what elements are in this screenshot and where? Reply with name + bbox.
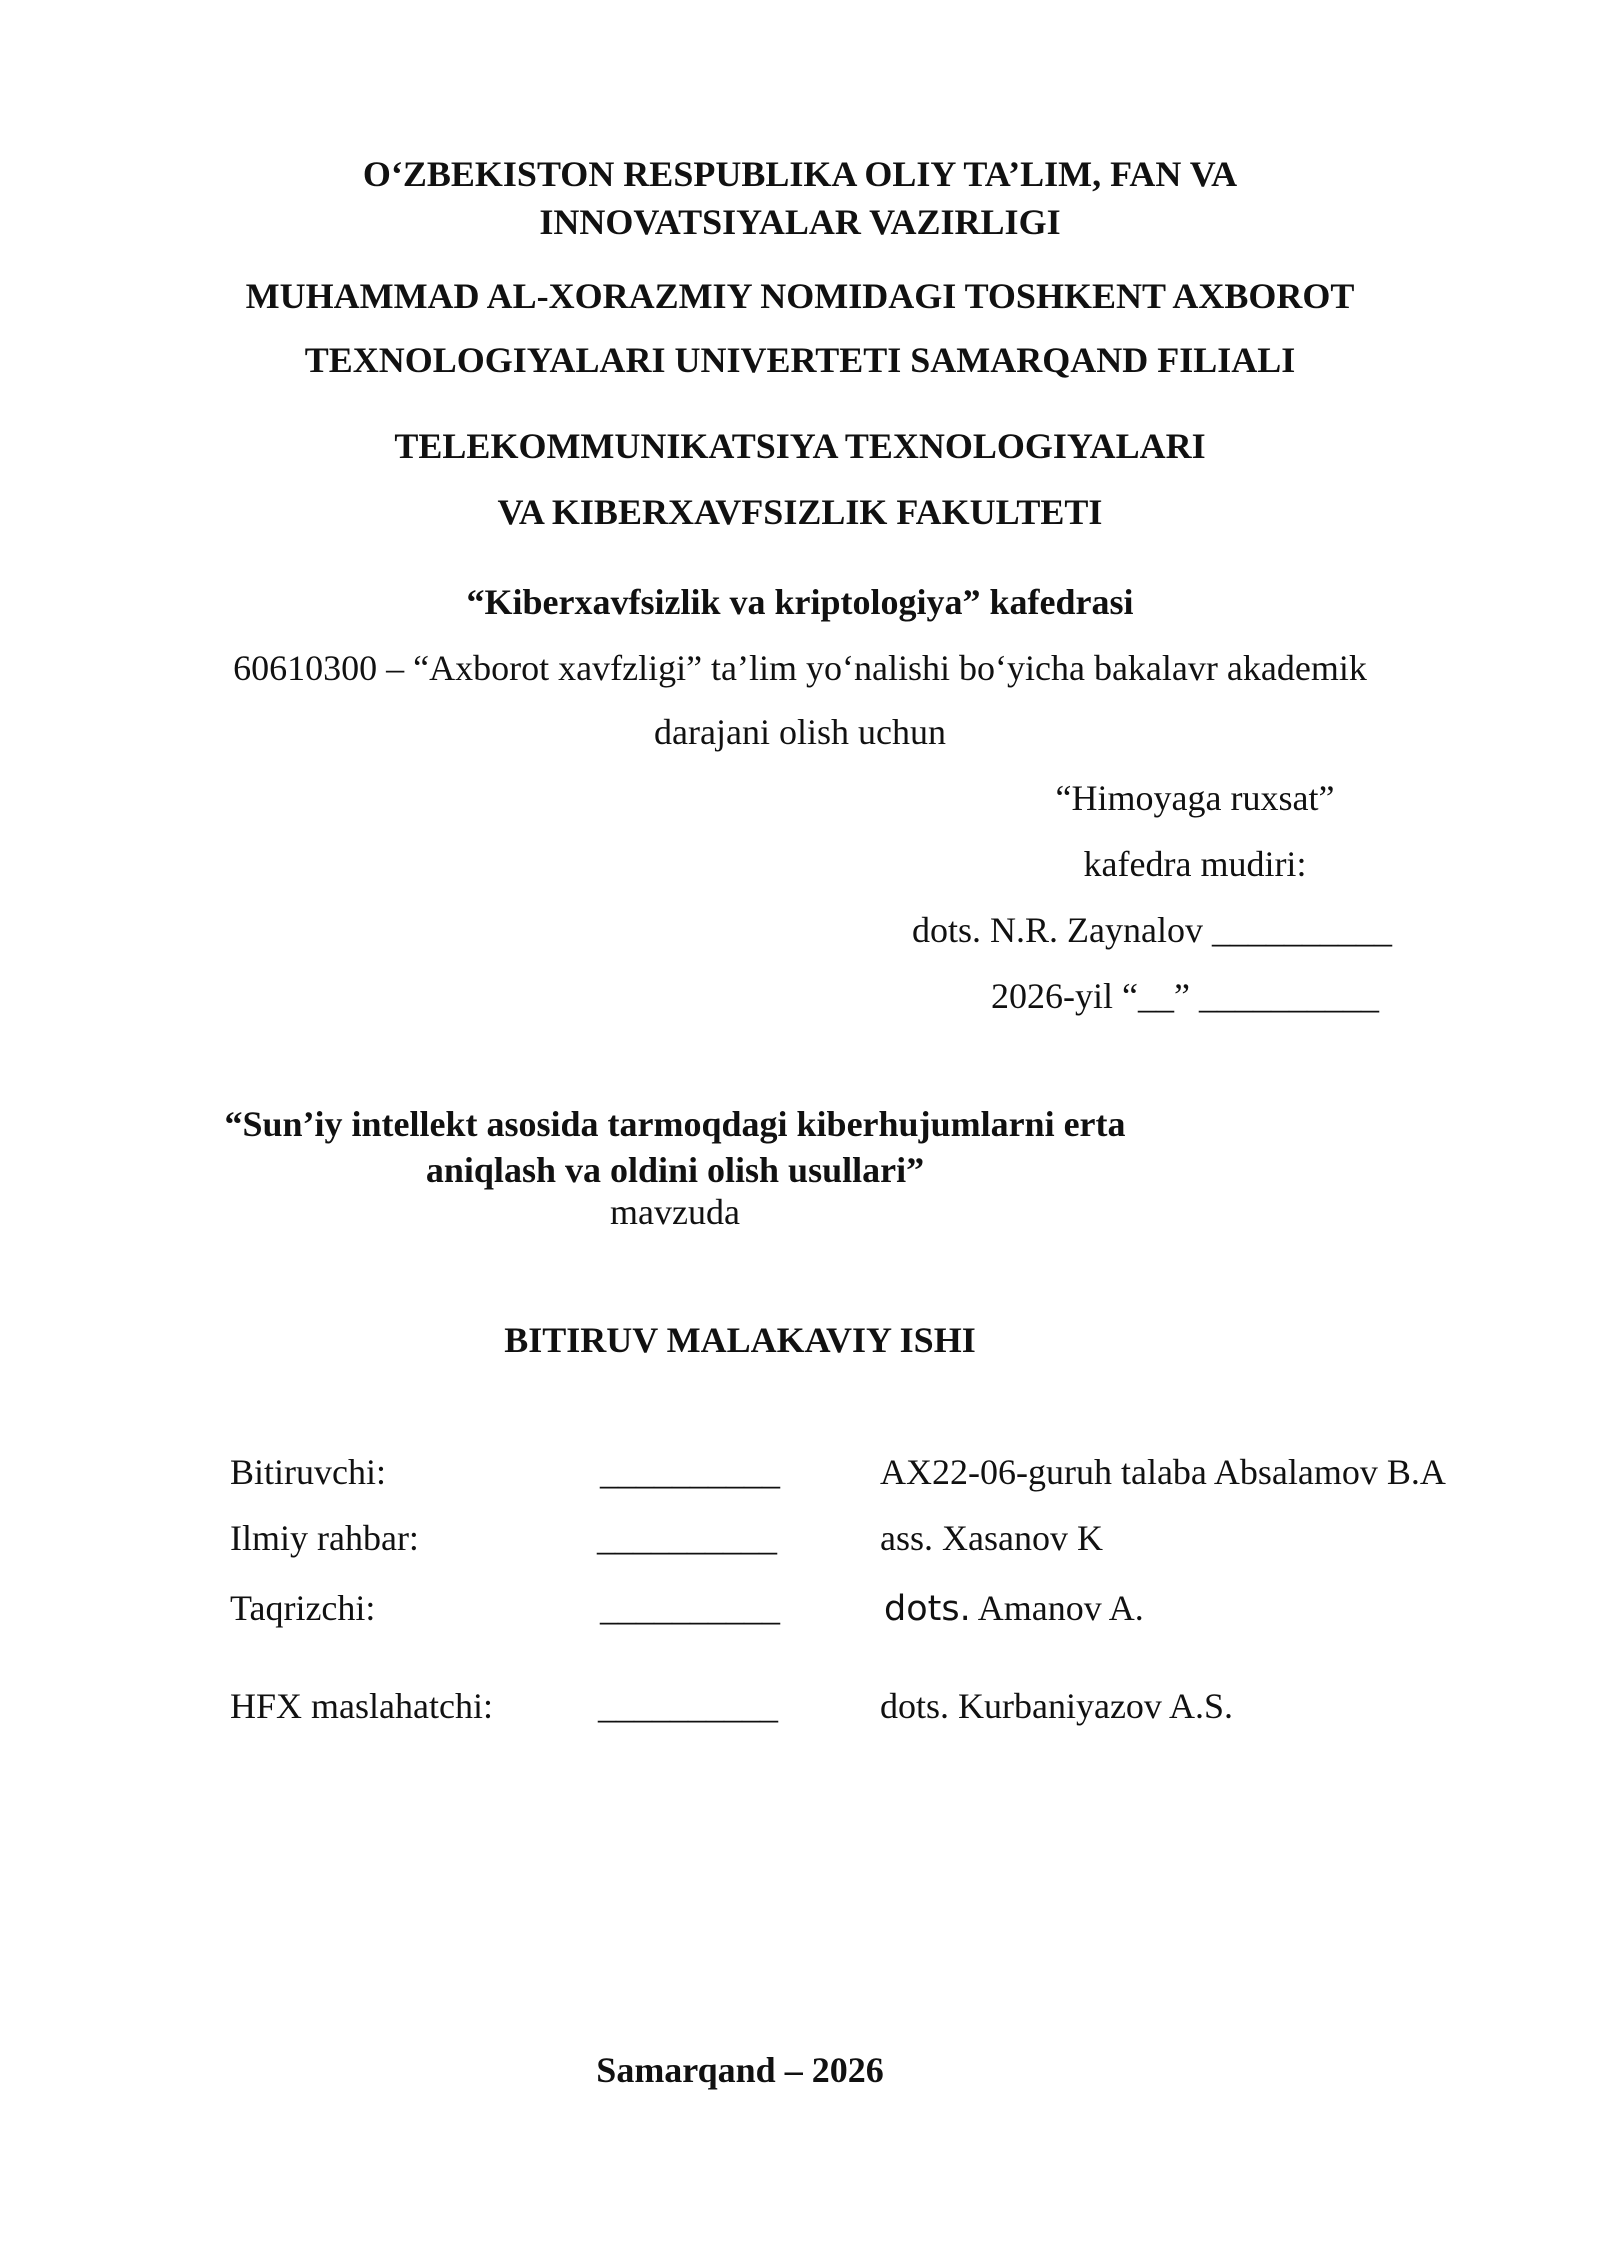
ministry-line-1: O‘ZBEKISTON RESPUBLIKA OLIY TA’LIM, FAN VA bbox=[362, 154, 1238, 194]
degree-line-1: 60610300 – “Axborot xavfzligi” ta’lim yo‘nalishi bo‘yicha bakalavr akademik bbox=[233, 648, 1367, 688]
approval-date: 2026-yil “__” __________ bbox=[991, 976, 1379, 1016]
work-type-title: BITIRUV MALAKAVIY ISHI bbox=[504, 1320, 976, 1360]
ministry-line-2: INNOVATSIYALAR VAZIRLIGI bbox=[539, 202, 1061, 242]
approval-role: kafedra mudiri: bbox=[1083, 844, 1307, 884]
thesis-topic-suffix: mavzuda bbox=[610, 1192, 740, 1232]
signature-blank: __________ bbox=[600, 1452, 780, 1492]
signature-row-supervisor bbox=[0, 1516, 1600, 1564]
signature-blank: __________ bbox=[597, 1518, 777, 1558]
signature-name: ass. Xasanov K bbox=[880, 1518, 1103, 1558]
signature-row-consultant bbox=[0, 1684, 1600, 1732]
signature-row-graduate bbox=[0, 1450, 1600, 1498]
university-line-2: TEXNOLOGIYALARI UNIVERTETI SAMARQAND FILIALI bbox=[304, 340, 1296, 380]
footer-place-year: Samarqand – 2026 bbox=[596, 2050, 884, 2090]
university-line-1: MUHAMMAD AL-XORAZMIY NOMIDAGI TOSHKENT AXBOROT bbox=[245, 276, 1355, 316]
signature-name-group bbox=[884, 1586, 1144, 1631]
signature-row-reviewer bbox=[0, 1586, 1600, 1634]
faculty-line-2: VA KIBERXAVFSIZLIK FAKULTETI bbox=[497, 492, 1103, 532]
signature-blank: __________ bbox=[598, 1686, 778, 1726]
signature-label: HFX maslahatchi: bbox=[230, 1686, 493, 1726]
signature-blank: __________ bbox=[600, 1588, 780, 1628]
thesis-topic-line-2: aniqlash va oldini olish usullari” bbox=[425, 1150, 925, 1190]
signature-name: dots. Kurbaniyazov A.S. bbox=[880, 1686, 1233, 1726]
approval-head: dots. N.R. Zaynalov __________ bbox=[912, 910, 1392, 950]
signature-label: Bitiruvchi: bbox=[230, 1452, 386, 1492]
signature-name-prefix: dots. bbox=[884, 1589, 971, 1629]
signature-name: AX22-06-guruh talaba Absalamov B.A bbox=[880, 1452, 1446, 1492]
approval-title: “Himoyaga ruxsat” bbox=[1055, 778, 1335, 818]
thesis-topic-line-1: “Sun’iy intellekt asosida tarmoqdagi kiberhujumlarni erta bbox=[224, 1104, 1126, 1144]
faculty-line-1: TELEKOMMUNIKATSIYA TEXNOLOGIYALARI bbox=[394, 426, 1206, 466]
signature-label: Taqrizchi: bbox=[230, 1588, 376, 1628]
degree-line-2: darajani olish uchun bbox=[654, 712, 946, 752]
signature-label: Ilmiy rahbar: bbox=[230, 1518, 419, 1558]
signature-name: Amanov A. bbox=[977, 1588, 1144, 1628]
department-title: “Kiberxavfsizlik va kriptologiya” kafedrasi bbox=[466, 582, 1134, 622]
